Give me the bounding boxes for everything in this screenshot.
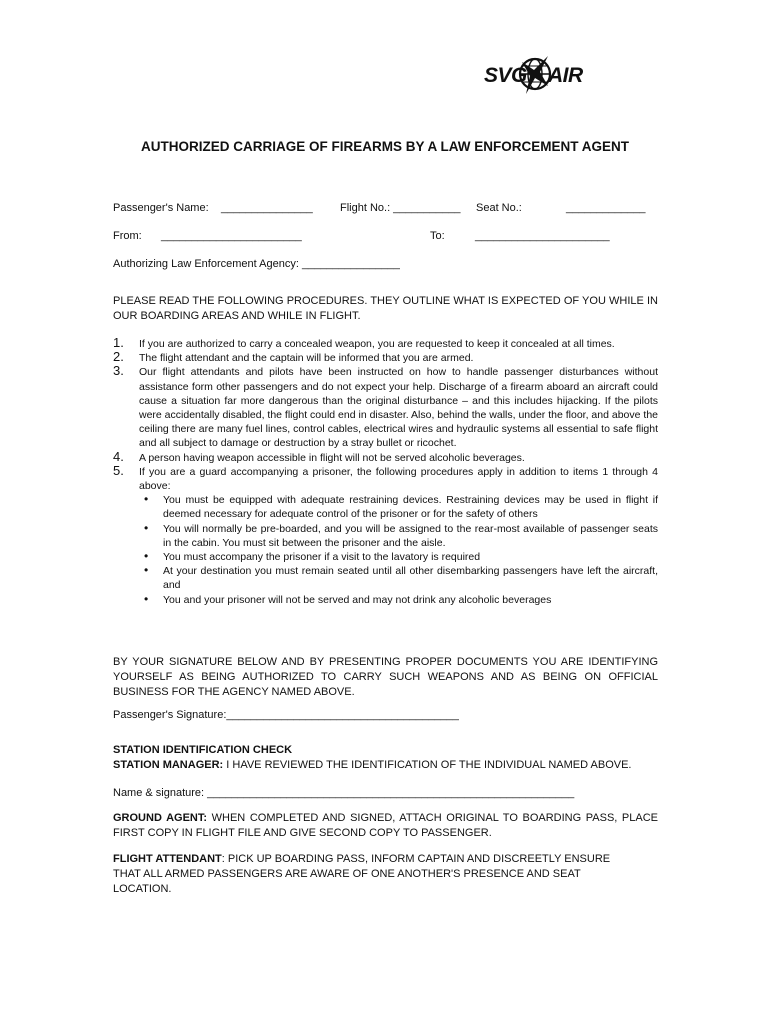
to-label: To: [430, 230, 445, 242]
logo-text-left: SVG [484, 64, 527, 87]
intro-paragraph: PLEASE READ THE FOLLOWING PROCEDURES. THEY OUTLINE WHAT IS EXPECTED OF YOU WHILE IN OUR BOARDING AREAS AND WHILE IN FLIGHT. [113, 295, 658, 322]
seat-no-label: Seat No.: [476, 202, 522, 214]
bullet-item: • You must accompany the prisoner if a visit to the lavatory is required [139, 550, 658, 564]
flight-attendant-label: FLIGHT ATTENDANT [113, 853, 222, 865]
svg-air-logo [484, 48, 584, 104]
flight-attendant-paragraph [113, 852, 633, 897]
list-item [113, 337, 658, 351]
list-item [113, 351, 658, 365]
passenger-signature-field[interactable]: Passenger's Signature:______________________________________ [113, 709, 459, 721]
list-item [113, 365, 658, 450]
agency-field[interactable]: Authorizing Law Enforcement Agency: ________________ [113, 258, 400, 270]
item-number: 4. [113, 448, 124, 464]
station-heading: STATION IDENTIFICATION CHECK [113, 744, 293, 756]
signature-notice: BY YOUR SIGNATURE BELOW AND BY PRESENTING PROPER DOCUMENTS YOU ARE IDENTIFYING YOURSELF AS BEING AUTHORIZED TO CARRY SUCH WEAPONS AND AS BEING ON OFFICIAL BUSINESS FOR THE AGENCY NAMED ABOVE. [113, 656, 658, 698]
to-field[interactable]: ______________________ [475, 230, 610, 242]
list-item [113, 448, 658, 465]
item-number: 2. [113, 349, 124, 365]
item-number: 3. [113, 363, 124, 379]
bullet-item: • You and your prisoner will not be served and may not drink any alcoholic beverages [139, 593, 658, 607]
bullet-item: • You must be equipped with adequate restraining devices. Restraining devices may be used in flight if deemed necessary for adequate control of the prisoner or for the safety of others [139, 493, 658, 521]
item-number: 1. [113, 335, 124, 350]
procedures-list [113, 337, 658, 607]
ground-agent-text: WHEN COMPLETED AND SIGNED, ATTACH ORIGINAL TO BOARDING PASS, PLACE FIRST COPY IN FLIGHT FILE AND GIVE SECOND COPY TO PASSENGER. [113, 812, 659, 839]
flight-attendant-text: : PICK UP BOARDING PASS, INFORM CAPTAIN AND DISCREETLY ENSURE THAT ALL ARMED PASSENGERS ARE AWARE OF ONE ANOTHER'S PRESENCE AND SEAT LOCATION. [113, 853, 611, 895]
prisoner-procedures-list [139, 493, 658, 607]
passenger-name-label: Passenger's Name: [113, 202, 209, 214]
globe-bird-icon [518, 50, 552, 100]
item-text: Our flight attendants and pilots have been instructed on how to handle passenger disturbances without assistance form other passengers and do not expect your help. Discharge of a firearm aboard an aircraft could cause a situation far more dangerous than the original disturbance – and this includes hijacking. If the pilots were accidentally disabled, the flight could end in disaster. Also, behind the walls, under the floor, and above the ceiling there are many fuel lines, control cables, electrical wires and hydraulic systems all essential to safe flight and all subject to damage or destruction by a stray bullet or ricochet. [139, 366, 658, 450]
station-manager-text: I HAVE REVIEWED THE IDENTIFICATION OF THE INDIVIDUAL NAMED ABOVE. [223, 759, 632, 771]
item-text: If you are authorized to carry a concealed weapon, you are requested to keep it concealed at all times. [139, 338, 615, 350]
item-text: A person having weapon accessible in flight will not be served alcoholic beverages. [139, 451, 525, 464]
ground-agent-paragraph [113, 811, 658, 841]
bullet-item: • You will normally be pre-boarded, and you will be assigned to the rear-most available of passenger seats in the cabin. You must sit between the prisoner and the aisle. [139, 522, 658, 550]
document-title: AUTHORIZED CARRIAGE OF FIREARMS BY A LAW ENFORCEMENT AGENT [141, 139, 629, 154]
passenger-name-field[interactable]: _______________ [221, 202, 313, 214]
station-manager-label: STATION MANAGER: [113, 759, 224, 771]
flight-no-field[interactable]: Flight No.: ___________ [340, 202, 461, 214]
item-text: The flight attendant and the captain will be informed that you are armed. [139, 352, 474, 365]
item-number: 5. [113, 462, 124, 478]
bullet-item: • At your destination you must remain seated until all other disembarking passengers have left the aircraft, and [139, 564, 658, 592]
name-signature-field[interactable]: Name & signature: ____________________________________________________________ [113, 787, 575, 799]
ground-agent-label: GROUND AGENT: [113, 812, 208, 824]
station-manager-line [113, 759, 632, 771]
from-field[interactable]: _______________________ [161, 230, 302, 242]
logo-text-right: AIR [548, 64, 583, 87]
list-item [113, 462, 658, 607]
seat-no-field[interactable]: _____________ [566, 202, 646, 214]
item-text: If you are a guard accompanying a prisoner, the following procedures apply in addition to items 1 through 4 above: [139, 465, 658, 493]
from-label: From: [113, 230, 142, 242]
